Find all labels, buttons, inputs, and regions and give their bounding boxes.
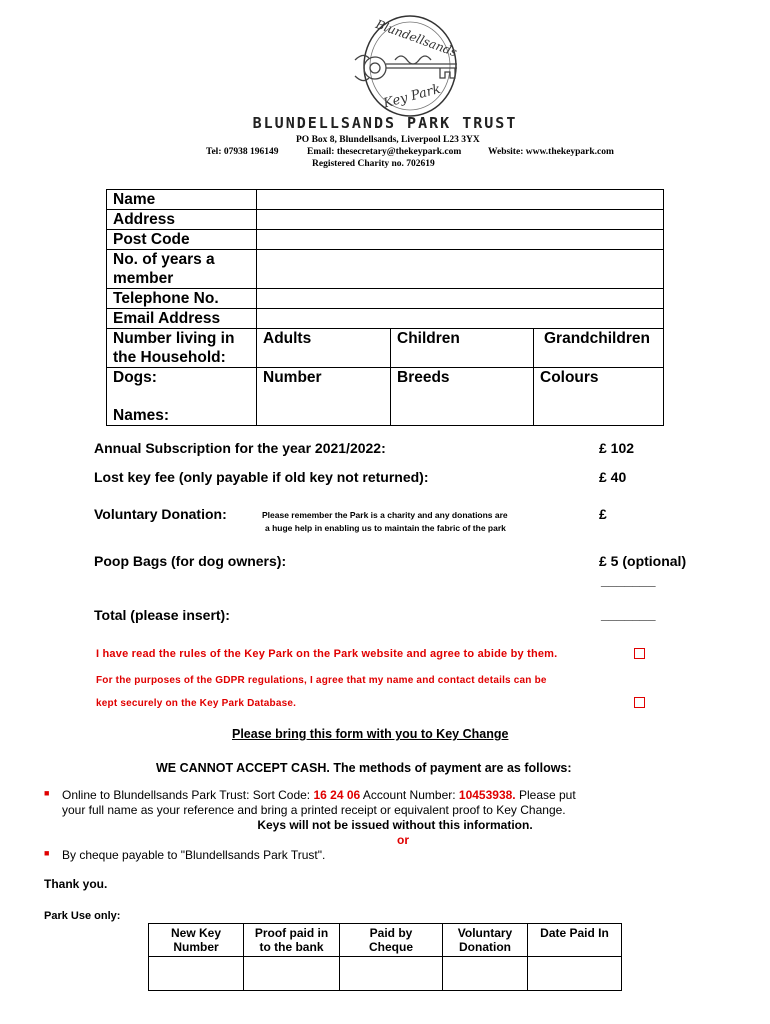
rules-agreement-text: I have read the rules of the Key Park on the Park website and agree to abide by them. (96, 648, 558, 660)
name-field[interactable] (257, 190, 664, 210)
donation-amount[interactable]: £ (599, 506, 607, 522)
grandchildren-label: Grandchildren (544, 330, 650, 347)
telephone-number: Tel: 07938 196149 (206, 147, 279, 157)
poop-bags-blank[interactable]: _______ (601, 572, 656, 588)
cheque-payment: By cheque payable to "Blundellsands Park Trust". (62, 848, 326, 862)
adults-field[interactable] (257, 329, 391, 368)
svg-text:Key Park: Key Park (381, 81, 443, 112)
total-label: Total (please insert): (94, 607, 230, 623)
subscription-label: Annual Subscription for the year 2021/2022: (94, 440, 386, 456)
svg-text:Blundellsands: Blundellsands (373, 17, 459, 60)
charity-number: Registered Charity no. 702619 (312, 159, 435, 169)
member-details-table (106, 189, 664, 426)
po-box-address: PO Box 8, Blundellsands, Liverpool L23 3YX (296, 135, 480, 145)
key-park-logo (345, 12, 475, 120)
col-new-key-number: New Key Number (149, 924, 244, 957)
years-member-field[interactable] (257, 250, 664, 289)
address-label: Address (107, 210, 257, 230)
park-use-table (148, 923, 622, 991)
dog-breeds-field[interactable] (391, 368, 534, 426)
cell-paid-by-cheque[interactable] (340, 957, 443, 991)
rules-checkbox[interactable] (634, 648, 645, 659)
cell-date-paid-in[interactable] (528, 957, 622, 991)
online-payment-line2: your full name as your reference and bring a printed receipt or equivalent proof to Key Change. (62, 803, 566, 817)
sort-code: 16 24 06 (313, 788, 361, 802)
years-member-label: No. of years a member (107, 250, 257, 289)
lost-key-label: Lost key fee (only payable if old key not returned): (94, 469, 429, 485)
email-label: Email Address (107, 309, 257, 329)
email-field[interactable] (257, 309, 664, 329)
donation-note-line1: Please remember the Park is a charity and any donations are (262, 510, 508, 520)
org-name: BLUNDELLSANDS PARK TRUST (252, 114, 518, 132)
no-cash-heading: WE CANNOT ACCEPT CASH. The methods of payment are as follows: (156, 761, 572, 775)
account-number: 10453938. (458, 788, 516, 802)
bullet-online: ■ (44, 788, 50, 798)
total-blank[interactable]: _______ (601, 606, 656, 622)
poop-bags-label: Poop Bags (for dog owners): (94, 553, 287, 569)
cell-new-key-number[interactable] (149, 957, 244, 991)
gdpr-text-line1: For the purposes of the GDPR regulations, I agree that my name and contact details can be (96, 675, 547, 686)
or-text: or (397, 833, 409, 847)
website: Website: www.thekeypark.com (488, 147, 614, 157)
gdpr-text-line2: kept securely on the Key Park Database. (96, 698, 297, 709)
col-date-paid-in: Date Paid In (528, 924, 622, 957)
gdpr-checkbox[interactable] (634, 697, 645, 708)
children-label: Children (397, 330, 460, 347)
dogs-label: Dogs: Names: (107, 368, 257, 426)
col-voluntary-donation: Voluntary Donation (443, 924, 528, 957)
cell-voluntary-donation[interactable] (443, 957, 528, 991)
online-payment-line1: Online to Blundellsands Park Trust: Sort Code: 16 24 06 Account Number: 10453938. Please put (62, 788, 576, 802)
address-field[interactable] (257, 210, 664, 230)
post-code-label: Post Code (107, 230, 257, 250)
thank-you: Thank you. (44, 877, 108, 891)
lost-key-amount: £ 40 (599, 469, 627, 485)
donation-label: Voluntary Donation: (94, 506, 227, 522)
children-field[interactable] (391, 329, 534, 368)
household-label: Number living in the Household: (107, 329, 257, 368)
telephone-field[interactable] (257, 289, 664, 309)
keys-note: Keys will not be issued without this information. (257, 818, 533, 832)
subscription-amount: £ 102 (599, 440, 635, 456)
names-label: Names: (113, 407, 169, 424)
dog-number-field[interactable] (257, 368, 391, 426)
adults-label: Adults (263, 330, 312, 347)
grandchildren-field[interactable] (534, 329, 664, 368)
breeds-label: Breeds (397, 369, 450, 386)
contact-email: Email: thesecretary@thekeypark.com (307, 147, 462, 157)
park-use-label: Park Use only: (44, 910, 121, 922)
cell-proof-paid[interactable] (244, 957, 340, 991)
name-label: Name (107, 190, 257, 210)
bullet-cheque: ■ (44, 848, 50, 858)
bring-form-note: Please bring this form with you to Key Change (232, 727, 509, 741)
colours-label: Colours (540, 369, 599, 386)
poop-bags-amount: £ 5 (optional) (599, 553, 687, 569)
donation-note-line2: a huge help in enabling us to maintain the fabric of the park (265, 523, 506, 533)
post-code-field[interactable] (257, 230, 664, 250)
col-paid-by-cheque: Paid by Cheque (340, 924, 443, 957)
col-proof-paid: Proof paid in to the bank (244, 924, 340, 957)
dog-colours-field[interactable] (534, 368, 664, 426)
number-label: Number (263, 369, 322, 386)
telephone-label: Telephone No. (107, 289, 257, 309)
